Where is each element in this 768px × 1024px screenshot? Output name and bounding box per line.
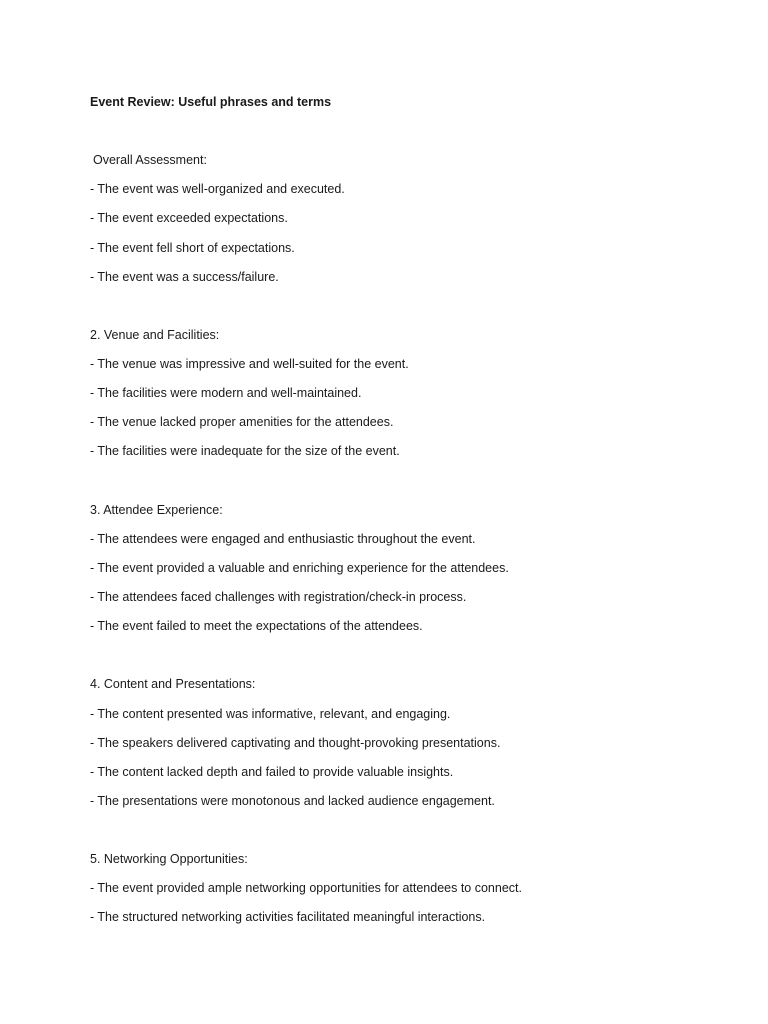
section-heading-content-presentations: 4. Content and Presentations: (90, 677, 256, 691)
list-item: - The event provided ample networking opportunities for attendees to connect. (90, 881, 522, 895)
list-item: - The venue was impressive and well-suited for the event. (90, 357, 409, 371)
list-item: - The event exceeded expectations. (90, 211, 288, 225)
list-item: - The event was well-organized and executed. (90, 182, 345, 196)
list-item: - The facilities were inadequate for the size of the event. (90, 444, 400, 458)
section-heading-venue-facilities: 2. Venue and Facilities: (90, 328, 220, 342)
list-item: - The venue lacked proper amenities for the attendees. (90, 415, 394, 429)
list-item: - The attendees faced challenges with registration/check-in process. (90, 590, 467, 604)
document-title: Event Review: Useful phrases and terms (90, 95, 332, 109)
list-item: - The attendees were engaged and enthusiastic throughout the event. (90, 532, 476, 546)
list-item: - The event provided a valuable and enriching experience for the attendees. (90, 561, 509, 575)
list-item: - The structured networking activities facilitated meaningful interactions. (90, 910, 486, 924)
section-heading-networking: 5. Networking Opportunities: (90, 852, 248, 866)
list-item: - The speakers delivered captivating and thought-provoking presentations. (90, 736, 501, 750)
section-heading-attendee-experience: 3. Attendee Experience: (90, 503, 223, 517)
list-item: - The event was a success/failure. (90, 270, 279, 284)
list-item: - The facilities were modern and well-maintained. (90, 386, 362, 400)
list-item: - The event fell short of expectations. (90, 241, 295, 255)
list-item: - The event failed to meet the expectations of the attendees. (90, 619, 423, 633)
list-item: - The content presented was informative, relevant, and engaging. (90, 707, 451, 721)
list-item: - The presentations were monotonous and lacked audience engagement. (90, 794, 495, 808)
section-heading-overall-assessment: Overall Assessment: (93, 153, 207, 167)
list-item: - The content lacked depth and failed to provide valuable insights. (90, 765, 454, 779)
